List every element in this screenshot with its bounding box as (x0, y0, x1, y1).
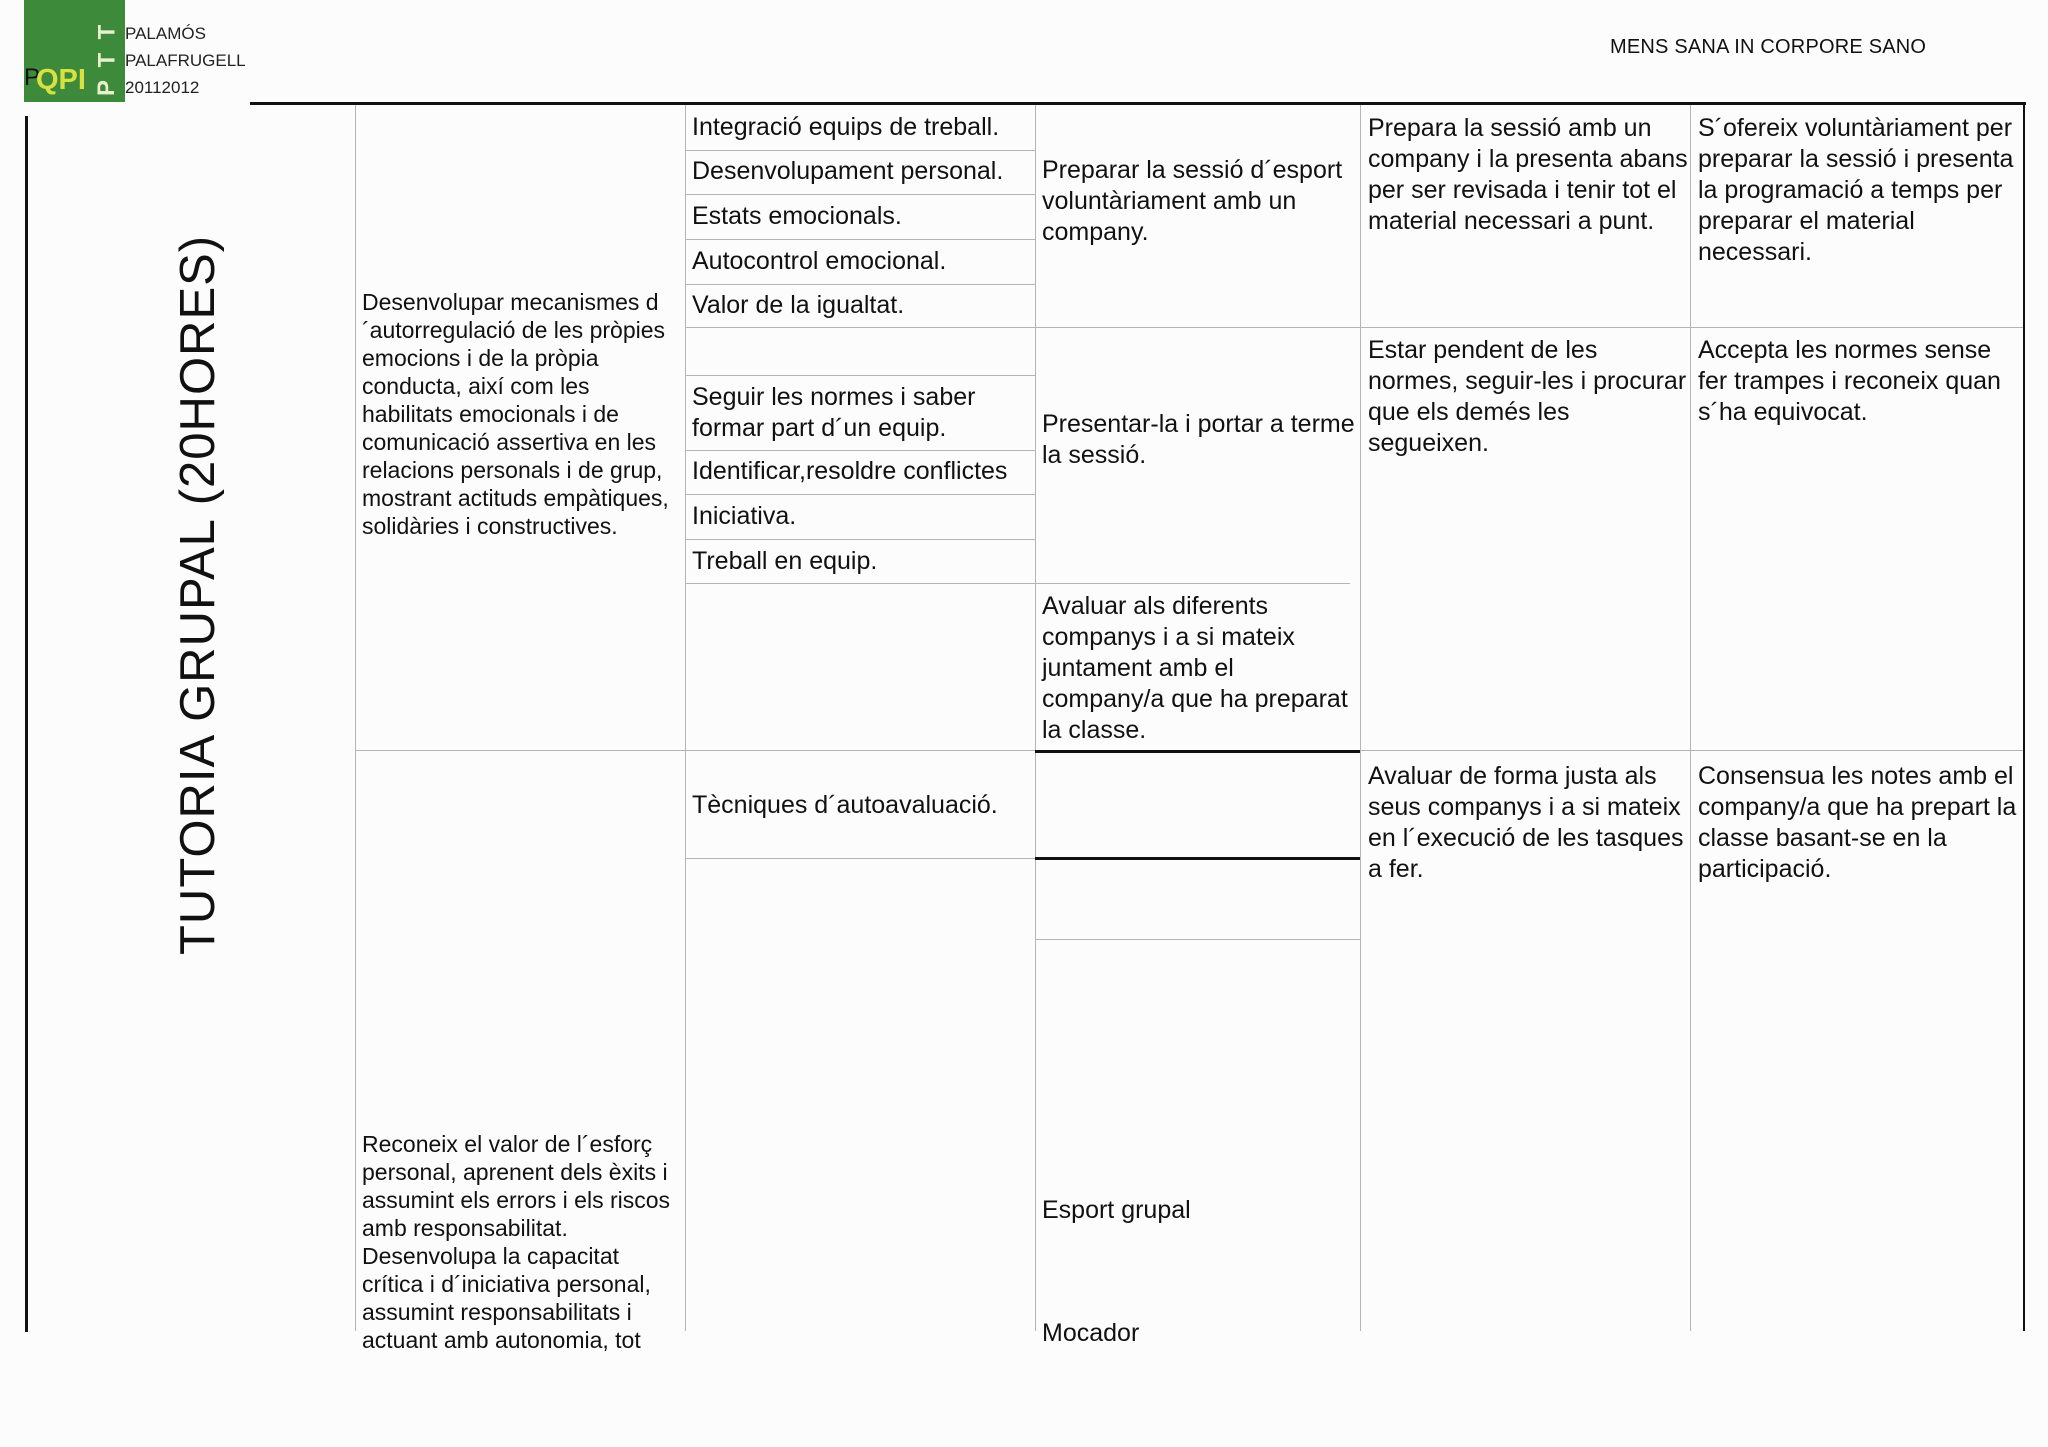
row-divider (685, 583, 1350, 584)
content-item: Integració equips de treball. (692, 113, 1000, 141)
content-item: Desenvolupament personal. (692, 157, 1004, 185)
row-divider (685, 327, 2023, 328)
col-divider (685, 105, 686, 1331)
row-divider (685, 194, 1035, 195)
criterion-1: Prepara la sessió amb un company i la presenta abans per ser revisada i tenir tot el material necessari a punt. (1368, 114, 1688, 235)
row-divider (685, 375, 1035, 376)
criterion-3: Avaluar de forma justa als seus companys i a si mateix en l´execució de les tasques a fer. (1368, 762, 1684, 883)
row-divider (685, 858, 1035, 859)
row-divider (1035, 939, 1360, 940)
objective-1: Desenvolupar mecanismes d´autorregulació de les pròpies emocions i de la pròpia conducta, així com les habilitats emocionals i de comunicació assertiva en les relacions personals i de grup, mostrant actituds empàtiques, solidàries i constructives. (362, 289, 669, 539)
col-divider (1690, 105, 1691, 1331)
row-divider (1360, 750, 2023, 751)
row-divider-bold (1035, 857, 1360, 860)
row-divider (685, 494, 1035, 495)
logo-letter-p: P (24, 64, 41, 91)
activity-prepare: Preparar la sessió d´esport voluntàriament amb un company. (1042, 156, 1343, 246)
activity-group-sport: Esport grupal (1042, 1196, 1191, 1224)
indicator-2: Accepta les normes sense fer trampes i reconeix quan s´ha equivocat. (1698, 336, 2001, 426)
logo-line-year: 20112012 (125, 78, 200, 97)
logo-text (125, 20, 246, 101)
header-rule (250, 102, 2026, 105)
left-border (25, 116, 28, 1332)
row-divider (685, 539, 1035, 540)
col-divider (1035, 105, 1036, 1331)
row-divider (355, 750, 1035, 751)
logo-line-town1: PALAMÓS (125, 24, 206, 43)
content-item: Treball en equip. (692, 547, 878, 575)
col-divider (1360, 105, 1361, 1331)
document-title: MENS SANA IN CORPORE SANO (1610, 36, 1927, 58)
logo-line-town2: PALAFRUGELL (125, 51, 246, 70)
content-item: Iniciativa. (692, 502, 797, 530)
activity-present: Presentar-la i portar a terme la sessió. (1042, 410, 1355, 469)
criterion-2: Estar pendent de les normes, seguir-les i procurar que els demés les segueixen. (1368, 336, 1687, 457)
logo-ptt-letter: P (92, 79, 120, 97)
content-item: Estats emocionals. (692, 202, 902, 230)
content-item: Valor de la igualtat. (692, 291, 905, 319)
content-item: Seguir les normes i saber formar part d´un equip. (692, 383, 976, 442)
content-item: Autocontrol emocional. (692, 247, 947, 275)
right-border (2023, 105, 2025, 1331)
row-divider (685, 284, 1035, 285)
side-title: TUTORIA GRUPAL (20HORES) (171, 234, 225, 955)
activity-evaluate: Avaluar als diferents companys i a si mateix juntament amb el company/a que ha preparat la classe. (1042, 592, 1348, 744)
logo-ptt-letter: T (92, 52, 120, 68)
logo-ptt-letter: T (92, 24, 120, 40)
activity-mocador: Mocador (1042, 1319, 1140, 1347)
objective-2: Reconeix el valor de l´esforç personal, aprenent dels èxits i assumint els errors i els riscos amb responsabilitat. Desenvolupa la capacitat crítica i d´iniciativa personal, assumint responsabilitats i actuant amb autonomia, tot (362, 1131, 671, 1353)
row-divider-bold (1035, 750, 1360, 753)
indicator-1: S´ofereix voluntàriament per preparar la sessió i presenta la programació a temps per preparar el material necessari. (1698, 114, 2014, 266)
content-item: Tècniques d´autoavaluació. (692, 791, 998, 819)
indicator-3: Consensua les notes amb el company/a que ha prepart la classe basant-se en la participació. (1698, 762, 2017, 883)
col-divider (355, 105, 356, 1331)
logo-qpi: QPI (36, 64, 86, 96)
row-divider (685, 450, 1035, 451)
logo-ptt (92, 20, 120, 100)
content-item: Identificar,resoldre conflictes (692, 457, 1008, 485)
row-divider (685, 239, 1035, 240)
row-divider (685, 150, 1035, 151)
